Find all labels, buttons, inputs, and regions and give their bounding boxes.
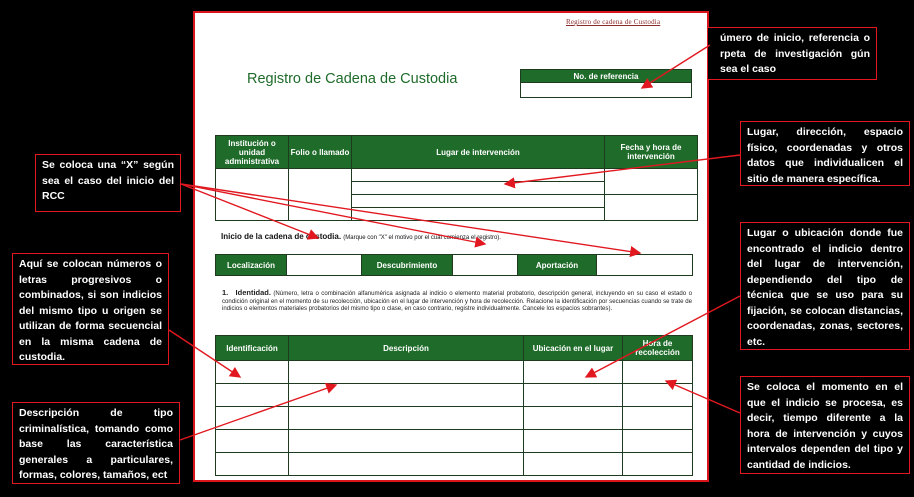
reference-label: No. de referencia: [521, 70, 692, 83]
header-link[interactable]: Registro de cadena de Custodia: [566, 18, 661, 26]
annotation-identification: Aquí se colocan números o letras progresivos o combinados, si son indicios del mismo tipo u origen se utilizan de forma secuencial en la misma cadena de custodia.: [12, 253, 169, 365]
chain-start-note: (Marque con "X" el motivo por el cual comienza el registro).: [343, 235, 501, 241]
annotation-place: Lugar, dirección, espacio físico, coordenadas y otros datos que individualicen el sitio de manera específica.: [740, 121, 910, 186]
arrow-place: [505, 155, 740, 184]
arrow-reference: [642, 45, 710, 88]
annotation-x-mark: Se coloca una “X” según sea el caso del inicio del RCC: [35, 154, 181, 212]
institution-header: Institución o unidad administrativa: [216, 136, 289, 169]
collection-time-header: Hora de recolección: [623, 336, 693, 361]
form-title: Registro de Cadena de Custodia: [247, 71, 458, 87]
option-descubrimiento: Descubrimiento: [362, 255, 453, 276]
annotation-location: Lugar o ubicación donde fue encontrado el indicio dentro del lugar de intervención, dependiendo del tipo de técnica que se uso para su fijación, se colocan distancias, coordenadas, zonas, sectores, etc.: [740, 222, 910, 350]
folio-header: Folio o llamado: [289, 136, 352, 169]
identification-header: Identificación: [216, 336, 289, 361]
chain-start-heading: Inicio de la cadena de custodia. (Marque con "X" el motivo por el cual comienza el registro).: [221, 232, 501, 241]
location-header: Ubicación en el lugar: [524, 336, 623, 361]
description-header: Descripción: [289, 336, 524, 361]
arrow-aportacion: [181, 184, 640, 253]
identity-text: (Número, letra o combinación alfanumérica asignada al indicio o elemento material probatorio, descripción general, incluyendo en su caso el estado o condición original en el momento de su recolección, ubicación en el lugar de intervención y hora de recolección. Relacione la identificación por secuencias cuando se trate de indicios o elementos materiales probatorios del mismo tipo o clase, en caso contrario, registre individualmente. Cancele los espacios sobrantes).: [222, 290, 692, 313]
date-header: Fecha y hora de intervención: [605, 136, 698, 169]
arrow-location: [586, 296, 740, 377]
option-localizacion: Localización: [216, 255, 287, 276]
option-aportacion: Aportación: [518, 255, 597, 276]
annotation-reference: úmero de inicio, referencia o rpeta de investigación gún sea el caso: [707, 27, 877, 80]
identity-heading: Identidad.: [235, 288, 271, 297]
arrow-identification: [169, 330, 240, 377]
arrow-localizacion: [181, 184, 318, 238]
annotation-time: Se coloca el momento en el que el indicio se procesa, es decir, tiempo diferente a la hora de intervención y cuyos intervalos dependen del tipo y cantidad de indicios.: [740, 376, 910, 474]
place-header: Lugar de intervención: [352, 136, 605, 169]
arrow-description: [180, 385, 336, 440]
annotation-description: Descripción de tipo criminalística, tomando como base las característica generales a particulares, formas, colores, tamaños, ect: [12, 402, 180, 484]
identity-number: 1.: [222, 288, 229, 297]
arrow-time: [666, 381, 740, 413]
arrow-descubrimiento: [181, 184, 485, 244]
